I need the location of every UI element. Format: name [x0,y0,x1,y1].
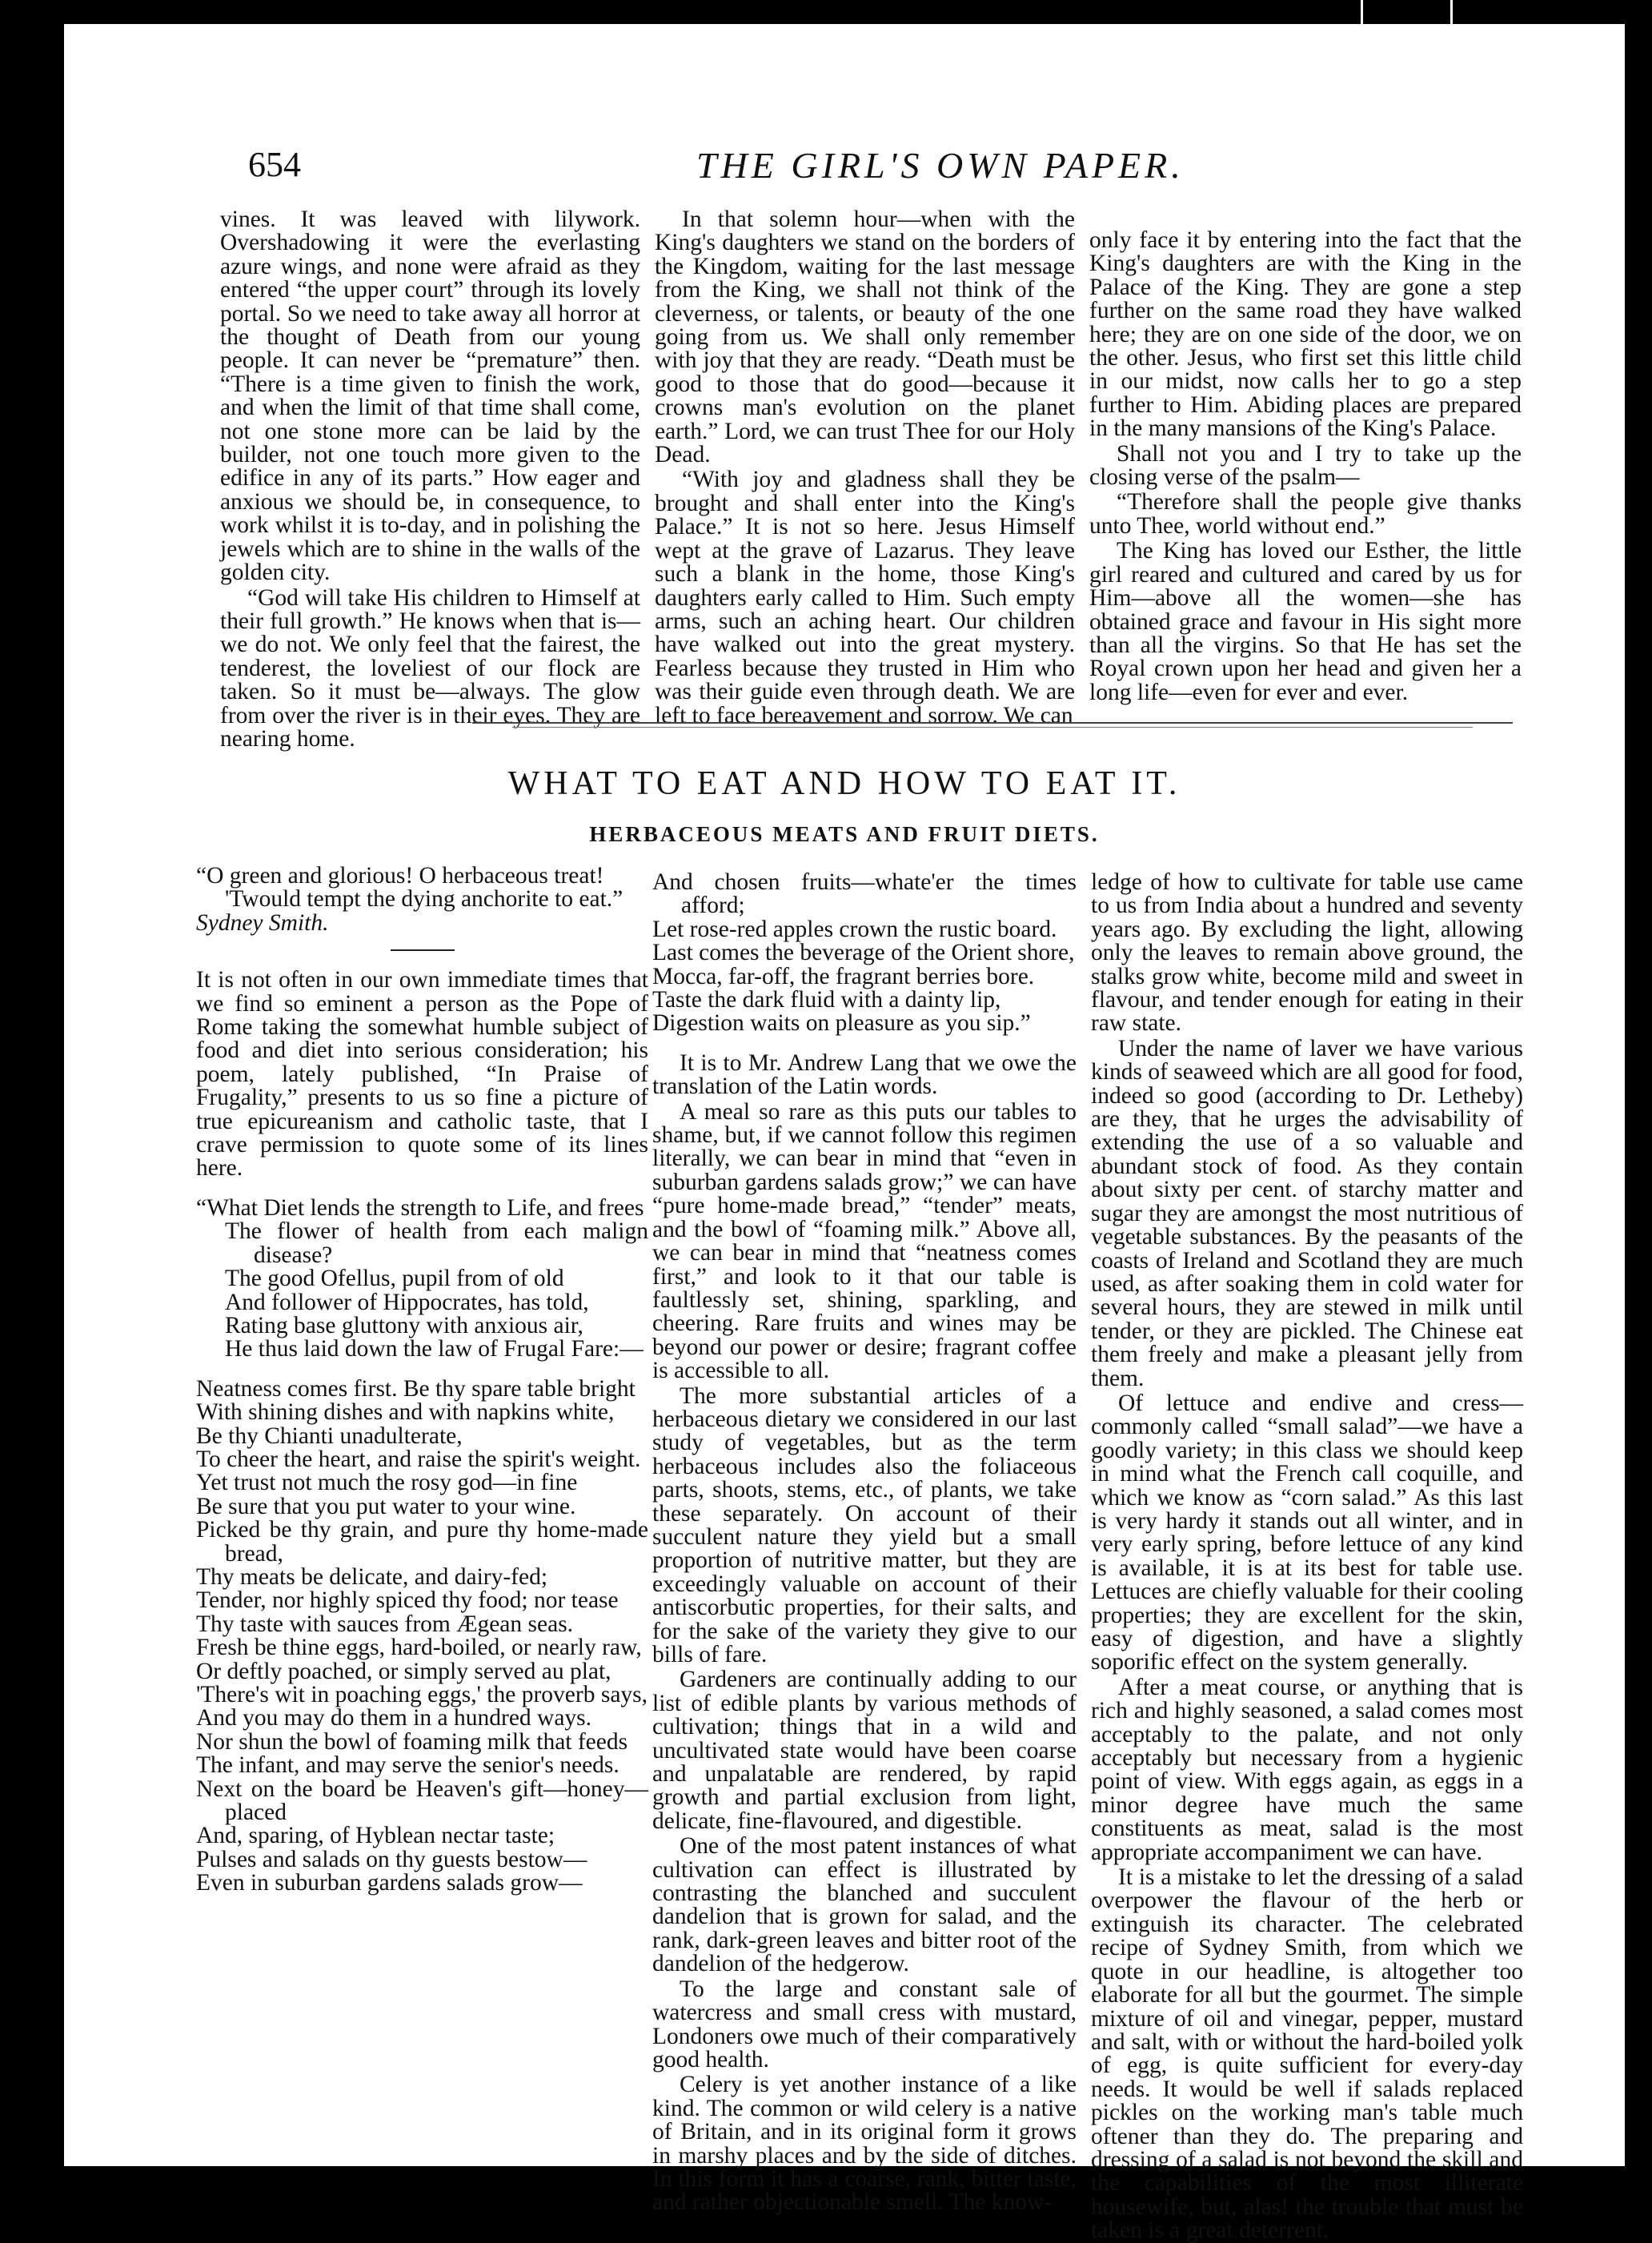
short-rule [391,949,455,951]
poem-line: Mocca, far-off, the fragrant berries bore. [652,963,1035,989]
page-sheet [64,24,1625,2243]
poem-line: Even in suburban gardens salads grow— [196,1870,583,1896]
paragraph: To the large and constant sale of watercress and small cress with mustard, Londoners owe much of their comparatively good health. [652,1976,1077,2072]
top-column-1 [220,208,640,751]
paragraph: It is to Mr. Andrew Lang that we owe the translation of the Latin words. [652,1049,1077,1100]
article-subtitle: HERBACEOUS MEATS AND FRUIT DIETS. [589,822,1100,846]
poem-line: Or deftly poached, or simply served au plat, [196,1658,611,1684]
paragraph: Of lettuce and endive and cress—commonly called “small salad”—we have a goodly variety; in this class we should keep in mind what the French call coquille, and which we know as “corn salad.” As this last is very hardy it stands out all winter, and in very early spring, before lettuce of any kind is available, it is at its best for table use. Lettuces are chiefly valuable for their cooling properties; they are excellent for the skin, easy of digestion, and have a slightly soporific effect on the system generally. [1091,1390,1523,1675]
epigraph-line: “O green and glorious! O herbaceous treat! [196,863,604,889]
poem-line: Let rose-red apples crown the rustic board. [652,916,1057,942]
epigraph-attribution: Sydney Smith. [196,909,329,936]
poem-line: With shining dishes and with napkins white, [196,1399,615,1426]
paragraph: ledge of how to cultivate for table use came to us from India about a hundred and seventy years ago. By excluding the light, allowing only the leaves to remain above ground, the stalks grow white, become mild and sweet in flavour, and tender enough for eating in their raw state. [1091,869,1523,1037]
poem-line: And, sparing, of Hyblean nectar taste; [196,1823,555,1849]
poem-line: And chosen fruits—whate'er the times afford; [652,869,1077,919]
section-divider [472,722,1513,724]
poem-line: Picked be thy grain, and pure thy home-made bread, [196,1517,648,1567]
paragraph: “With joy and gladness shall they be brought and shall enter into the King's Palace.” It is not so here. Jesus Himself wept at the grave of Lazarus. They leave such a blank in the home, those King's daughters early called to Him. Such empty arms, such an aching heart. Our children have walked out into the great mystery. Fearless because they trusted in Him who was their guide even through death. We are left to face bereavement and sorrow. We can [655,467,1075,728]
poem-line: Rating base gluttony with anxious air, [225,1312,583,1338]
paragraph: Shall not you and I try to take up the closing verse of the psalm— [1089,440,1522,491]
poem-line: “What Diet lends the strength to Life, and frees [196,1194,644,1221]
poem-line: To cheer the heart, and raise the spirit's weight. [196,1446,641,1472]
running-title: THE GIRL'S OWN PAPER. [696,145,1185,186]
scan-artifact [1450,0,1453,32]
article-column-2 [652,871,1077,2215]
poem-line: Taste the dark fluid with a dainty lip, [652,987,1001,1013]
poem-line: The infant, and may serve the senior's needs. [196,1752,620,1779]
poem-line: Fresh be thine eggs, hard-boiled, or nearly raw, [196,1635,642,1661]
article-column-1 [196,865,648,1896]
paragraph: Gardeners are continually adding to our list of edible plants by various methods of cultivation; things that in a wild and uncultivated state would have been coarse and unpalatable are rendered, by rapid growth and partial exclusion from light, delicate, fine-flavoured, and digestible. [652,1667,1077,1834]
poem-line: Yet trust not much the rosy god—in fine [196,1470,578,1496]
paragraph: It is a mistake to let the dressing of a salad overpower the flavour of the herb or extinguish its character. The celebrated recipe of Sydney Smith, from which we quote in our headline, is altogether too elaborate for all but the gourmet. The simple mixture of oil and vinegar, pepper, mustard and salt, with or without the hard-boiled yolk of egg, is quite sufficient for every-day needs. It would be well if salads replaced pickles on the working man's table much oftener than they do. The preparing and dressing of a salad is not beyond the skill and the capabilities of the most illiterate housewife, but, alas! the trouble that must be taken is a great deterrent. [1091,1864,1523,2243]
poem-line: Neatness comes first. Be thy spare table bright [196,1375,636,1402]
poem-line: Be sure that you put water to your wine. [196,1493,576,1519]
poem-line: 'There's wit in poaching eggs,' the proverb says, [196,1682,648,1707]
poem-line: The flower of health from each malign disease? [225,1218,648,1268]
paragraph: The more substantial articles of a herbaceous dietary we considered in our last study of vegetables, but as the term herbaceous includes also the foliaceous parts, shoots, stems, etc., of plants, we take these separately. On account of their succulent nature they yield but a small proportion of nutritive matter, but they are exceedingly valuable on account of their antiscorbutic properties, for their salts, and for the sake of the variety they give to our bills of fare. [652,1382,1077,1667]
poem-continuation [652,871,1077,1036]
epigraph [196,865,648,935]
paragraph: only face it by entering into the fact that the King's daughters are with the King in the Palace of the King. They are gone a step further on the same road they have walked here; they are on one side of the door, we on the other. Jesus, who first set this little child in our midst, now calls her to go a step further to Him. Abiding places are prepared in the many mansions of the King's Palace. [1089,227,1522,442]
poem-line: Digestion waits on pleasure as you sip.” [652,1010,1031,1037]
scan-artifact [1361,0,1363,48]
paragraph: One of the most patent instances of what cultivation can effect is illustrated by contrasting the blanched and succulent dandelion that is grown for salad, and the rank, dark-green leaves and bitter root of the dandelion of the hedgerow. [652,1833,1077,1977]
poem-line: Pulses and salads on thy guests bestow— [196,1846,587,1872]
epigraph-line: 'Twould tempt the dying anchorite to eat.” [225,886,624,913]
top-column-2 [655,208,1075,728]
poem-line: Be thy Chianti unadulterate, [196,1422,463,1449]
paragraph: The King has loved our Esther, the little girl reared and cultured and cared by us for Him—above all the women—she has obtained grace and favour in His sight more than all the virgins. So that He has set the Royal crown upon her head and given her a long life—even for ever and ever. [1089,538,1522,705]
poem-stanza-1 [196,1194,648,1362]
paragraph: “Therefore shall the people give thanks unto Thee, world without end.” [1089,489,1522,539]
poem-line: Next on the board be Heaven's gift—honey—placed [196,1776,648,1826]
poem-line: Last comes the beverage of the Orient shore, [652,940,1075,966]
poem-line: He thus laid down the law of Frugal Fare:— [225,1336,644,1362]
paragraph: “God will take His children to Himself at their full growth.” He knows when that is—we do not. We only feel that the fairest, the tenderest, the loveliest of our flock are taken. So it must be—always. The glow from over the river is in their eyes. They are nearing home. [220,584,640,752]
paragraph: Celery is yet another instance of a like kind. The common or wild celery is a native of Britain, and in its original form it grows in marshy places and by the side of ditches. In this form it has a coarse, rank, bitter taste, and rather objectionable smell. The know- [652,2072,1077,2216]
poem-line: The good Ofellus, pupil from of old [225,1266,564,1292]
poem-line: Thy taste with sauces from Ægean seas. [196,1611,574,1637]
page-number: 654 [248,145,301,184]
intro-paragraph: It is not often in our own immediate times that we find so eminent a person as the Pope of Rome taking the somewhat humble subject of food and diet into serious consideration; his poem, lately published, “In Praise of Frugality,” presents to us so fine a picture of true epicureanism and catholic taste, that I crave permission to quote some of its lines here. [196,967,648,1182]
poem-line: And you may do them in a hundred ways. [196,1705,592,1731]
paragraph: After a meat course, or anything that is rich and highly seasoned, a salad comes most acceptably to the palate, and not only acceptably but necessary from a hygienic point of view. With eggs again, as eggs in a minor degree have much the same constituents as meat, salad is the most appropriate accompaniment we can have. [1091,1674,1523,1865]
poem-stanza-2 [196,1375,648,1896]
paragraph: Under the name of laver we have various kinds of seaweed which are all good for food, indeed so good (according to Dr. Letheby) are they, that he urges the advisability of extending the use of a so valuable and abundant stock of food. As they contain about sixty per cent. of starchy matter and sugar they are amongst the most nutritious of vegetable substances. By the peasants of the coasts of Ireland and Scotland they are much used, as after soaking them in cold water for several hours, they are stewed in milk until tender, or they are pickled. The Chinese eat them freely and make a pleasant jelly from them. [1091,1035,1523,1391]
poem-line: Thy meats be delicate, and dairy-fed; [196,1563,548,1590]
poem-line: Tender, nor highly spiced thy food; nor tease [196,1587,619,1614]
poem-line: And follower of Hippocrates, has told, [225,1289,589,1315]
article-column-3 [1091,871,1523,2243]
paragraph: A meal so rare as this puts our tables to shame, but, if we cannot follow this regimen literally, we can bear in mind that “even in suburban gardens salads grow;” we can have “pure home-made bread,” “tender” meats, and the bowl of “foaming milk.” Above all, we can bear in mind that “neatness comes first,” and look to it that our table is faultlessly set, shining, sparkling, and cheering. Rare fruits and wines may be beyond our power or desire; fragrant coffee is accessible to all. [652,1098,1077,1384]
section-divider-fine [512,727,1473,728]
paragraph: vines. It was leaved with lilywork. Overshadowing it were the everlasting azure wings, and none were afraid as they entered “the upper court” through its lovely portal. So we need to take away all horror at the thought of Death from our young people. It can never be “premature” then. “There is a time given to finish the work, and when the limit of that time shall come, not one stone more can be laid by the builder, not one touch more given to the edifice in any of its parts.” How eager and anxious we should be, in consequence, to work whilst it is to-day, and in polishing the jewels which are to shine in the walls of the golden city. [220,207,640,586]
poem-line: Nor shun the bowl of foaming milk that feeds [196,1728,628,1755]
article-title: WHAT TO EAT AND HOW TO EAT IT. [507,765,1181,802]
paragraph: In that solemn hour—when with the King's daughters we stand on the borders of the Kingdom, waiting for the last message from the King, we shall not think of the cleverness, or talents, or beauty of the one going from us. We shall only remember with joy that they are ready. “Death must be good to those that do good—because it crowns man's evolution on the planet earth.” Lord, we can trust Thee for our Holy Dead. [655,207,1075,468]
top-column-3 [1089,229,1522,704]
